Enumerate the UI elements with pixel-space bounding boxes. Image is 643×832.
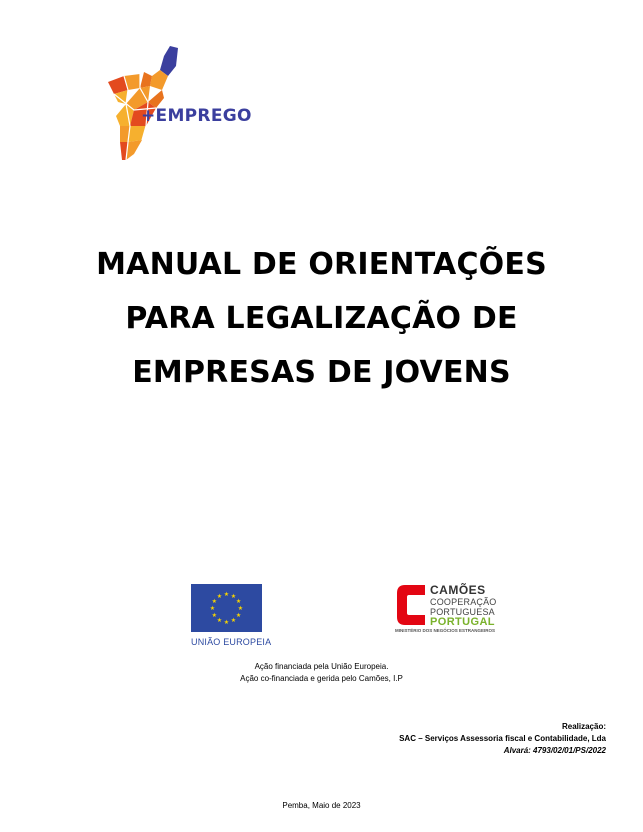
- eu-star-icon: ★: [230, 618, 237, 625]
- document-title: [0, 238, 643, 400]
- eu-logo: [191, 584, 272, 647]
- eu-star-icon: ★: [216, 618, 223, 625]
- eu-star-icon: ★: [237, 606, 244, 612]
- realizacao-label: Realização:: [561, 722, 606, 731]
- realizacao-block: [399, 721, 606, 757]
- camoes-name: CAMÕES: [430, 583, 486, 597]
- title-line-1: MANUAL DE ORIENTAÇÕES: [96, 247, 547, 282]
- funding-line-1: Ação financiada pela União Europeia.: [254, 662, 389, 671]
- eu-star-icon: ★: [216, 593, 223, 600]
- emprego-logo-text: +EMPREGO: [141, 106, 252, 126]
- eu-star-icon: ★: [235, 599, 242, 605]
- funding-statement: [0, 661, 643, 685]
- camoes-logo: [395, 583, 505, 635]
- eu-star-icon: ★: [230, 593, 237, 600]
- emprego-logo: [104, 46, 254, 168]
- eu-star-icon: ★: [211, 613, 218, 619]
- eu-star-icon: ★: [235, 613, 242, 619]
- camoes-portuguesa: PORTUGUESA: [430, 607, 495, 617]
- eu-star-icon: ★: [223, 620, 230, 626]
- place-date: Pemba, Maio de 2023: [282, 801, 361, 810]
- title-line-2: PARA LEGALIZAÇÃO DE: [125, 301, 518, 336]
- funding-line-2: Ação co-financiada e gerida pelo Camões, I.P: [240, 674, 403, 683]
- eu-label: UNIÃO EUROPEIA: [191, 637, 272, 647]
- eu-star-icon: ★: [209, 606, 216, 612]
- title-line-3: EMPRESAS DE JOVENS: [132, 355, 511, 390]
- realizacao-company: SAC – Serviços Assessoria fiscal e Contabilidade, Lda: [399, 734, 606, 743]
- camoes-ministry: MINISTÉRIO DOS NEGÓCIOS ESTRANGEIROS: [395, 628, 496, 633]
- camoes-cooperacao: COOPERAÇÃO: [430, 597, 497, 607]
- eu-flag-icon: [191, 584, 262, 632]
- eu-star-icon: ★: [223, 592, 230, 598]
- camoes-portugal: PORTUGAL: [430, 616, 495, 628]
- realizacao-alvara: Alvará: 4793/02/01/PS/2022: [503, 746, 606, 755]
- camoes-c-icon: [395, 583, 429, 627]
- eu-star-icon: ★: [211, 599, 218, 605]
